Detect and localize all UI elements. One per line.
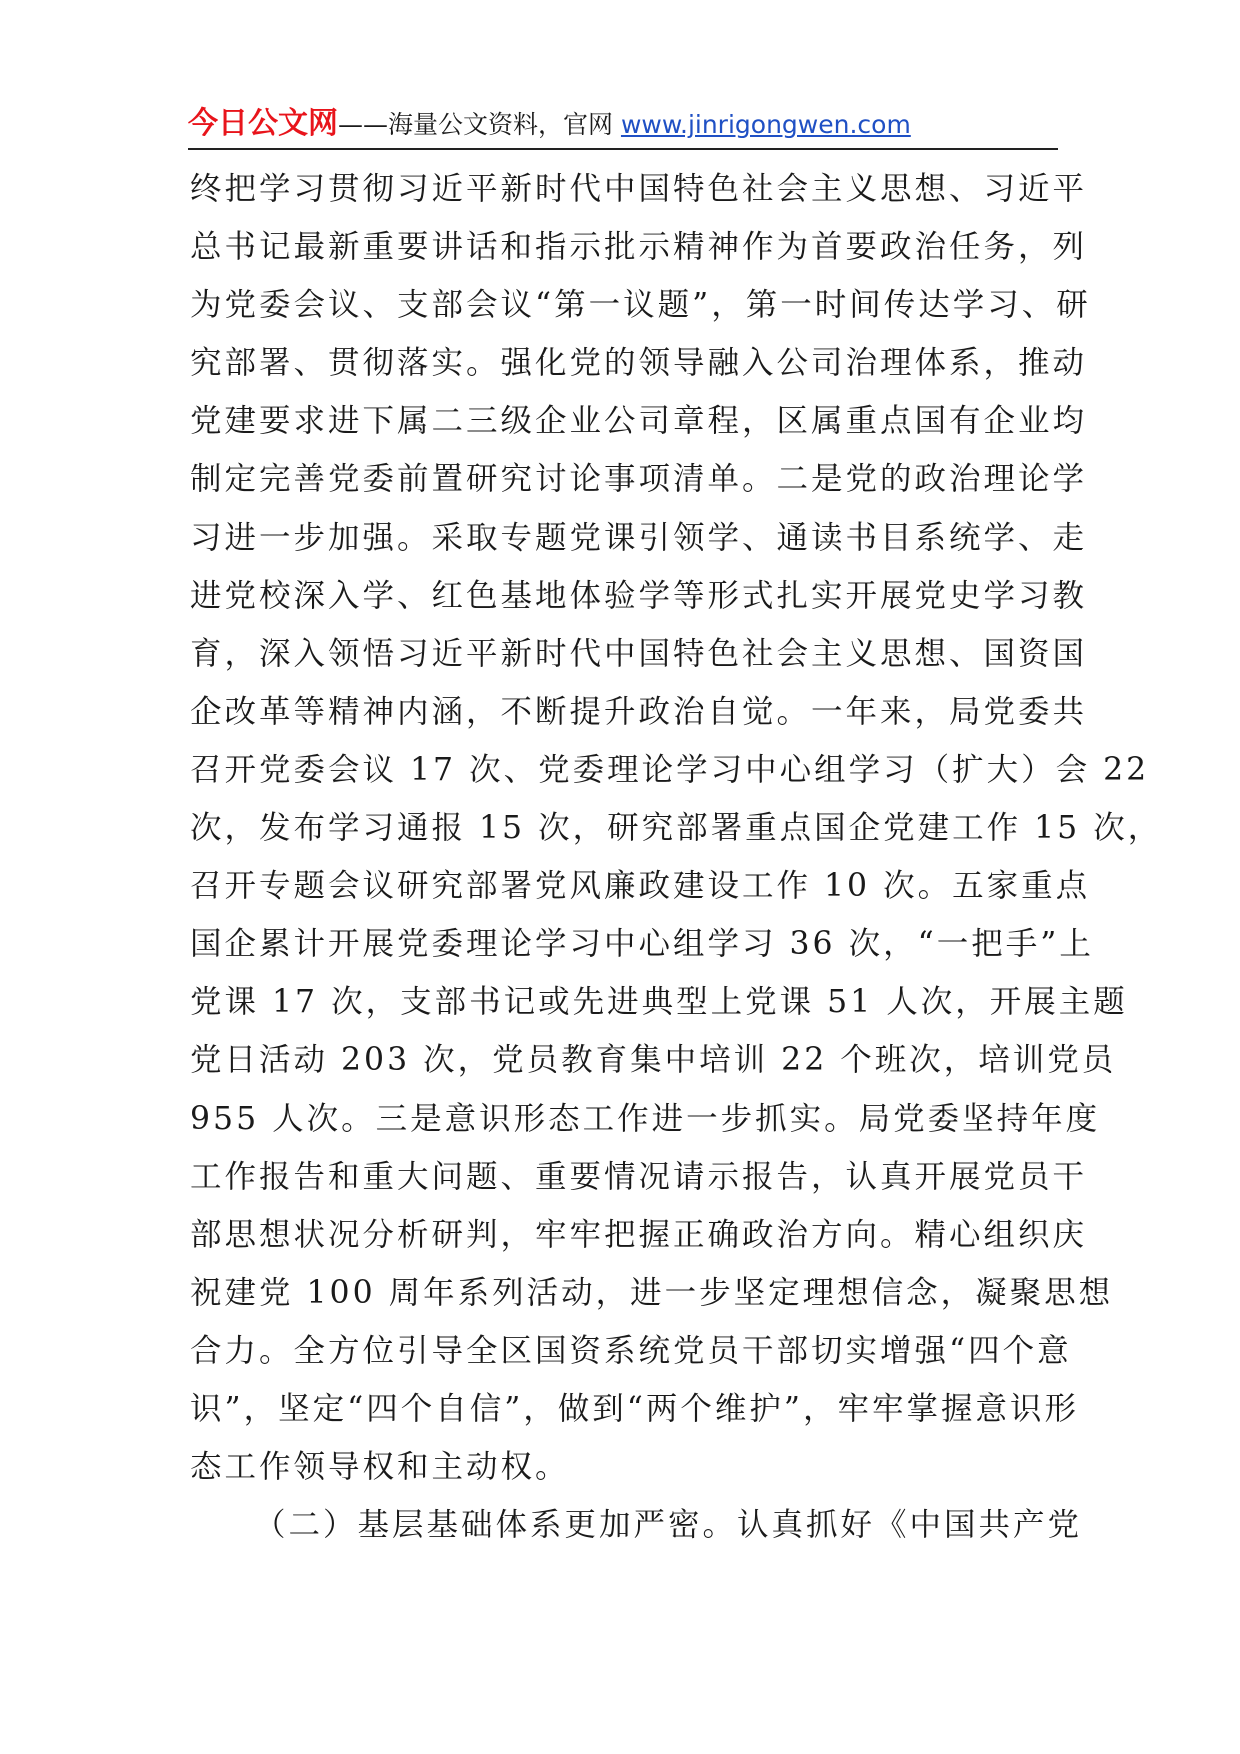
text-line: 制定完善党委前置研究讨论事项清单。二是党的政治理论学	[190, 461, 1088, 498]
section-heading-line: （二）基层基础体系更加严密。认真抓好《中国共产党	[254, 1507, 1083, 1544]
text-line: 党课 17 次，支部书记或先进典型上党课 51 人次，开展主题	[190, 984, 1128, 1021]
text-line: 总书记最新重要讲话和指示批示精神作为首要政治任务，列	[190, 229, 1088, 266]
text-line: 次，发布学习通报 15 次，研究部署重点国企党建工作 15 次，	[190, 810, 1163, 847]
site-header	[188, 100, 1058, 148]
text-line: 召开专题会议研究部署党风廉政建设工作 10 次。五家重点	[190, 868, 1091, 905]
site-brand[interactable]: 今日公文网	[188, 106, 338, 141]
header-separator: ——	[338, 110, 388, 139]
text-line: 党建要求进下属二三级企业公司章程，区属重点国有企业均	[190, 403, 1088, 440]
header-divider	[188, 148, 1058, 150]
text-line: 为党委会议、支部会议“第一议题”，第一时间传达学习、研	[190, 287, 1091, 324]
text-line: 究部署、贯彻落实。强化党的领导融入公司治理体系，推动	[190, 345, 1088, 382]
text-line: 祝建党 100 周年系列活动，进一步坚定理想信念，凝聚思想	[190, 1274, 1114, 1311]
header-description: 海量公文资料，官网	[388, 110, 621, 139]
text-line: 企改革等精神内涵，不断提升政治自觉。一年来，局党委共	[190, 693, 1088, 730]
text-line: 识”，坚定“四个自信”，做到“两个维护”，牢牢掌握意识形	[190, 1390, 1080, 1427]
text-line: 进党校深入学、红色基地体验学等形式扎实开展党史学习教	[190, 577, 1088, 614]
text-line: 终把学习贯彻习近平新时代中国特色社会主义思想、习近平	[190, 171, 1088, 207]
paragraph-end-line: 态工作领导权和主动权。	[190, 1449, 570, 1486]
text-line: 党日活动 203 次，党员教育集中培训 22 个班次，培训党员	[190, 1042, 1117, 1079]
text-line: 955 人次。三是意识形态工作进一步抓实。局党委坚持年度	[190, 1100, 1101, 1137]
text-line: 习进一步加强。采取专题党课引领学、通读书目系统学、走	[190, 519, 1088, 556]
text-line: 工作报告和重大问题、重要情况请示报告，认真开展党员干	[190, 1158, 1088, 1195]
text-line: 召开党委会议 17 次、党委理论学习中心组学习（扩大）会 22	[190, 751, 1150, 788]
text-line: 育，深入领悟习近平新时代中国特色社会主义思想、国资国	[190, 635, 1088, 672]
document-body	[190, 160, 1163, 1554]
site-url-link[interactable]: www.jinrigongwen.com	[620, 110, 911, 139]
text-line: 合力。全方位引导全区国资系统党员干部切实增强“四个意	[190, 1332, 1072, 1369]
text-line: 部思想状况分析研判，牢牢把握正确政治方向。精心组织庆	[190, 1216, 1088, 1253]
text-line: 国企累计开展党委理论学习中心组学习 36 次，“一把手”上	[190, 926, 1094, 963]
